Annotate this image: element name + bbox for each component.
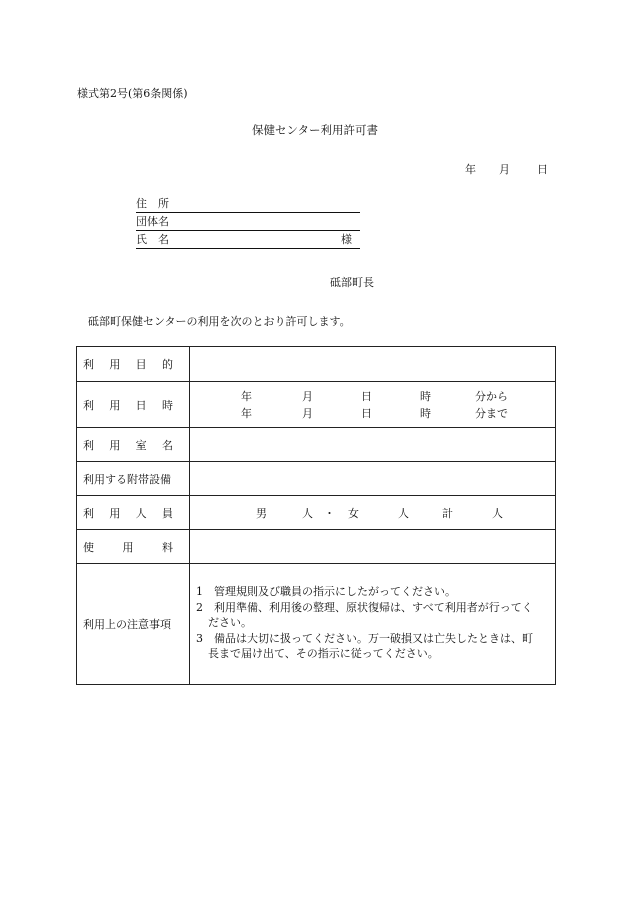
note-3-cont: 長まで届け出て、その指示に従ってください。 <box>208 647 439 661</box>
fee-label-char: 使 <box>83 540 94 554</box>
group-name-field[interactable] <box>136 214 360 231</box>
total-unit: 人 <box>492 506 503 520</box>
from-minute: 分から <box>475 390 508 403</box>
document-title: 保健センター利用許可書 <box>251 123 379 137</box>
separator: ・ <box>324 506 335 520</box>
note-1: 1 管理規則及び職員の指示にしたがってください。 <box>196 585 456 599</box>
room-label-char: 利 <box>83 438 94 452</box>
datetime-value[interactable] <box>190 382 556 428</box>
room-label-char: 室 <box>135 438 147 452</box>
name-label: 氏 名 <box>136 233 169 246</box>
date-day-label: 日 <box>537 163 548 176</box>
name-field[interactable] <box>136 232 360 249</box>
row-equipment <box>77 462 556 496</box>
address-label: 住 所 <box>136 197 169 210</box>
note-2: 2 利用準備、利用後の整理、原状復帰は、すべて利用者が行ってく <box>196 600 533 614</box>
group-name-label: 団体名 <box>136 215 169 228</box>
people-label-char: 人 <box>135 506 147 520</box>
intro-text: 砥部町保健センターの利用を次のとおり許可します。 <box>88 315 351 328</box>
form-code: 様式第2号(第6条関係) <box>77 87 188 100</box>
fee-value[interactable] <box>190 530 556 564</box>
purpose-value[interactable] <box>190 347 556 382</box>
from-year: 年 <box>241 390 252 403</box>
male-unit: 人 <box>302 506 313 520</box>
room-label <box>77 428 190 462</box>
issuer: 砥部町長 <box>330 276 374 289</box>
people-label-char: 利 <box>83 506 94 520</box>
date-month-label: 月 <box>499 163 510 176</box>
row-fee <box>77 530 556 564</box>
equipment-value[interactable] <box>190 462 556 496</box>
to-year: 年 <box>241 407 252 420</box>
permit-table <box>76 346 556 685</box>
row-notes <box>77 564 556 685</box>
datetime-label <box>77 382 190 428</box>
male-label: 男 <box>256 506 267 520</box>
datetime-label-char: 時 <box>161 398 173 412</box>
fee-label <box>77 530 190 564</box>
equipment-label: 利用する附帯設備 <box>77 462 190 496</box>
people-label <box>77 496 190 530</box>
to-day: 日 <box>361 407 372 420</box>
room-label-char: 用 <box>109 438 121 452</box>
purpose-label-char: 的 <box>161 358 173 371</box>
row-datetime <box>77 382 556 428</box>
people-label-char: 用 <box>109 506 121 520</box>
people-label-char: 員 <box>161 506 173 520</box>
notes-label: 利用上の注意事項 <box>77 564 190 685</box>
to-month: 月 <box>302 407 313 420</box>
to-hour: 時 <box>420 407 431 420</box>
fee-label-char: 用 <box>122 540 134 554</box>
purpose-label <box>77 347 190 382</box>
notes-value <box>190 564 556 685</box>
row-people <box>77 496 556 530</box>
to-minute: 分まで <box>475 407 508 420</box>
female-label: 女 <box>348 506 359 520</box>
row-purpose <box>77 347 556 382</box>
address-field[interactable] <box>136 196 360 213</box>
datetime-from-row <box>241 388 555 404</box>
honorific: 様 <box>341 233 352 246</box>
purpose-label-char: 目 <box>135 358 147 371</box>
room-value[interactable] <box>190 428 556 462</box>
date-year-label: 年 <box>465 163 476 176</box>
note-3: 3 備品は大切に扱ってください。万一破損又は亡失したときは、町 <box>196 631 533 645</box>
datetime-to-row <box>241 405 555 421</box>
row-room <box>77 428 556 462</box>
note-2-cont: ださい。 <box>208 616 252 630</box>
purpose-label-char: 利 <box>83 358 94 371</box>
female-unit: 人 <box>398 506 409 520</box>
total-label: 計 <box>442 506 453 520</box>
room-label-char: 名 <box>161 438 173 452</box>
from-month: 月 <box>302 390 313 403</box>
people-value[interactable] <box>190 496 556 530</box>
from-hour: 時 <box>420 390 431 403</box>
datetime-label-char: 用 <box>109 398 121 412</box>
datetime-label-char: 利 <box>83 398 94 412</box>
datetime-label-char: 日 <box>135 398 147 412</box>
purpose-label-char: 用 <box>109 358 121 371</box>
fee-label-char: 料 <box>162 540 173 554</box>
from-day: 日 <box>361 390 372 403</box>
